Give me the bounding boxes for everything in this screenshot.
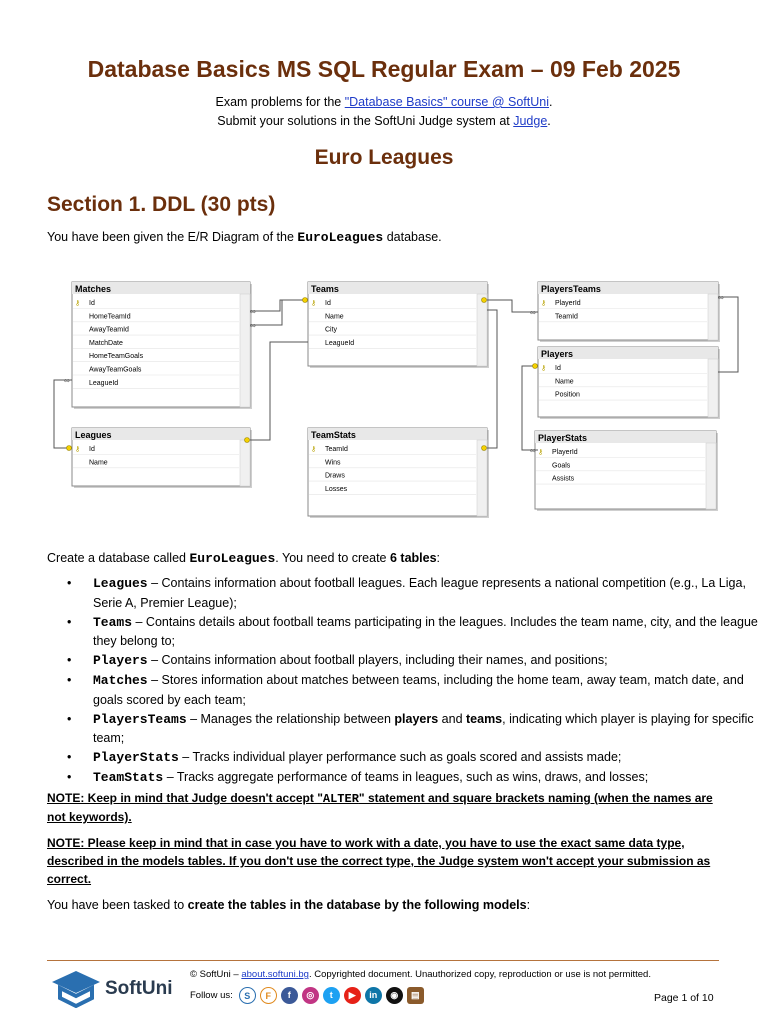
primary-key-icon: ⚷ (311, 300, 317, 307)
relation-key-marker (303, 298, 308, 303)
facebook-icon[interactable]: f (281, 987, 298, 1004)
er-column: Losses (325, 485, 348, 493)
softuni-foundation-icon[interactable]: F (260, 987, 277, 1004)
er-column: PlayerId (552, 449, 578, 456)
list-item: • Matches – Stores information about matches between teams, including the home team, away team, match date, and goals scored by each team; (67, 673, 744, 707)
note-date-type: NOTE: Please keep in mind that in case you have to work with a date, you have to use the exact same data type, described in the models tables. If you don't use the correct type, the Judge system won't accept your submission as correct. (47, 836, 711, 886)
er-table-matches (72, 282, 252, 409)
er-table-playerstats (535, 431, 718, 511)
section-heading: Section 1. DDL (30 pts) (47, 193, 276, 216)
exam-topic-title: Euro Leagues (314, 146, 454, 169)
er-column: Wins (325, 459, 341, 467)
relation-many-marker: ∞ (64, 376, 70, 385)
follow-us: Follow us: S F f ◎ t ▶ in ◉ ▤ (190, 987, 428, 1004)
primary-key-icon: ⚷ (538, 449, 544, 456)
er-column: AwayTeamId (89, 326, 129, 334)
github-icon[interactable]: ◉ (386, 987, 403, 1004)
primary-key-icon: ⚷ (75, 300, 81, 307)
note-alter: NOTE: Keep in mind that Judge doesn't accept "ALTER" statement and square brackets naming (when the names are not keywords). (47, 791, 713, 824)
footer-divider (47, 960, 719, 961)
er-column: PlayerId (555, 300, 581, 307)
blog-icon[interactable]: ▤ (407, 987, 424, 1004)
er-column: City (325, 326, 338, 334)
er-column: Name (555, 378, 574, 386)
relation-key-marker (482, 298, 487, 303)
er-column: LeagueId (89, 379, 119, 387)
er-column: Name (325, 313, 344, 321)
er-column: Assists (552, 475, 575, 483)
er-column: Id (89, 446, 95, 453)
exam-subtitle-line2: Submit your solutions in the SoftUni Judge system at Judge. (217, 114, 551, 128)
er-column: Name (89, 459, 108, 467)
list-item: • PlayerStats – Tracks individual player performance such as goals scored and assists made; (67, 750, 622, 765)
primary-key-icon: ⚷ (541, 365, 547, 372)
list-item: • Players – Contains information about football players, including their names, and positions; (67, 653, 608, 668)
er-column: TeamId (325, 446, 348, 453)
er-column: Draws (325, 472, 345, 480)
er-table-teamstats (308, 428, 489, 518)
er-table-title: PlayersTeams (541, 284, 601, 294)
er-column: HomeTeamGoals (89, 353, 144, 361)
er-column: HomeTeamId (89, 313, 131, 321)
twitter-icon[interactable]: t (323, 987, 340, 1004)
softuni-icon[interactable]: S (239, 987, 256, 1004)
linkedin-icon[interactable]: in (365, 987, 382, 1004)
primary-key-icon: ⚷ (311, 446, 317, 453)
softuni-logo[interactable] (50, 968, 180, 1008)
relation-many-marker: ∞ (530, 446, 536, 455)
relation-key-marker (67, 446, 72, 451)
list-item: • TeamStats – Tracks aggregate performance of teams in leagues, such as wins, draws, and losses; (67, 770, 649, 785)
relation-key-marker (533, 364, 538, 369)
primary-key-icon: ⚷ (541, 300, 547, 307)
er-table-teams (308, 282, 489, 368)
about-softuni-link[interactable]: about.softuni.bg (241, 969, 309, 980)
er-table-title: PlayerStats (538, 433, 588, 443)
softuni-logo-text: SoftUni (105, 978, 173, 999)
tables-list (47, 574, 768, 788)
er-column: Position (555, 391, 580, 399)
primary-key-icon: ⚷ (75, 446, 81, 453)
er-table-playersteams (538, 282, 720, 342)
relation-many-marker: ∞ (530, 308, 536, 317)
relation-key-marker (482, 446, 487, 451)
exam-subtitle-line1: Exam problems for the "Database Basics" course @ SoftUni. (215, 95, 553, 109)
er-column: Id (555, 365, 561, 372)
list-item: • PlayersTeams – Manages the relationship between players and teams, indicating which player is playing for specific team; (67, 711, 754, 745)
relation-many-marker: ∞ (250, 307, 256, 316)
tasked-paragraph: You have been tasked to create the tables in the database by the following models: (47, 898, 531, 912)
er-column: AwayTeamGoals (89, 366, 142, 374)
page-number: Page 1 of 10 (654, 992, 714, 1004)
course-link[interactable]: "Database Basics" course @ SoftUni (344, 95, 550, 109)
er-column: Goals (552, 462, 571, 470)
instagram-icon[interactable]: ◎ (302, 987, 319, 1004)
er-column: LeagueId (325, 339, 355, 347)
er-table-title: TeamStats (311, 430, 356, 440)
er-table-leagues (72, 428, 252, 488)
er-column: MatchDate (89, 339, 123, 347)
er-table-title: Matches (75, 284, 112, 294)
document-title: Database Basics MS SQL Regular Exam – 09 Feb 2025 (87, 56, 681, 82)
er-column: TeamId (555, 313, 578, 321)
relation-many-marker: ∞ (718, 293, 724, 302)
copyright-text: © SoftUni – about.softuni.bg. Copyrighted document. Unauthorized copy, reproduction or use is not permitted. (190, 969, 651, 980)
er-table-title: Players (541, 349, 574, 359)
relation-key-marker (245, 438, 250, 443)
er-table-players (538, 347, 720, 419)
er-table-title: Teams (311, 284, 339, 294)
youtube-icon[interactable]: ▶ (344, 987, 361, 1004)
intro-paragraph: You have been given the E/R Diagram of the EuroLeagues database. (47, 230, 442, 245)
er-table-title: Leagues (75, 430, 112, 440)
relation-many-marker: ∞ (250, 321, 256, 330)
create-database-paragraph: Create a database called EuroLeagues. You need to create 6 tables: (47, 551, 441, 566)
judge-link[interactable]: Judge (513, 114, 548, 128)
list-item: • Leagues – Contains information about football leagues. Each league represents a national competition (e.g., La Liga, Serie A, Premier League); (67, 576, 746, 610)
er-column: Id (89, 300, 95, 307)
softuni-logo-icon (50, 968, 102, 1008)
er-column: Id (325, 300, 331, 307)
list-item: • Teams – Contains details about football teams participating in the leagues. Includes the team name, city, and the league they belong to; (67, 614, 758, 648)
